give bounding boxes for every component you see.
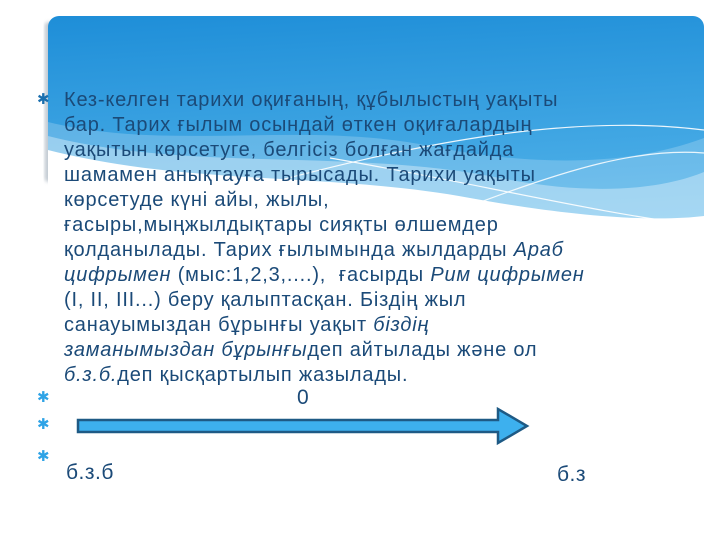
paragraph-line: цифрымен (мыс:1,2,3,....), ғасырды Рим цифрымен <box>64 264 585 286</box>
timeline-arrow <box>70 404 540 448</box>
paragraph-line: Кез-келген тарихи оқиғаның, құбылыстың уақыты <box>64 89 559 111</box>
paragraph-line: санауымыздан бұрынғы уақыт біздің <box>64 314 430 336</box>
right-arrow-icon <box>70 404 540 448</box>
timeline-label-bz: б.з <box>557 463 586 486</box>
paragraph-line: шамамен анықтауға тырысады. Тарихи уақыты <box>64 164 536 186</box>
paragraph-line: (I, II, III...) беру қалыптасқан. Біздің жыл <box>64 289 467 311</box>
body-paragraph <box>64 88 674 388</box>
paragraph-line: уақытын көрсетуге, белгісіз болған жағдайда <box>64 139 515 161</box>
paragraph-line: б.з.б.деп қысқартылып жазылады. <box>64 364 409 386</box>
star-bullet-icon: ✱ <box>37 447 50 465</box>
paragraph-line: бар. Тарих ғылым осындай өткен оқиғалардың <box>64 114 533 136</box>
paragraph-line: заманымыздан бұрынғыдеп айтылады және ол <box>64 339 538 361</box>
star-bullet-icon: ✱ <box>37 415 50 433</box>
paragraph-line: көрсетуде күні айы, жылы, <box>64 189 330 211</box>
timeline-zero-label: 0 <box>297 386 310 409</box>
timeline-label-bzb: б.з.б <box>66 461 114 484</box>
star-bullet-icon: ✱ <box>37 90 50 108</box>
star-bullet-icon: ✱ <box>37 388 50 406</box>
paragraph-line: қолданылады. Тарих ғылымында жылдарды Араб <box>64 239 564 261</box>
paragraph-line: ғасыры,мыңжылдықтары сияқты өлшемдер <box>64 214 499 236</box>
